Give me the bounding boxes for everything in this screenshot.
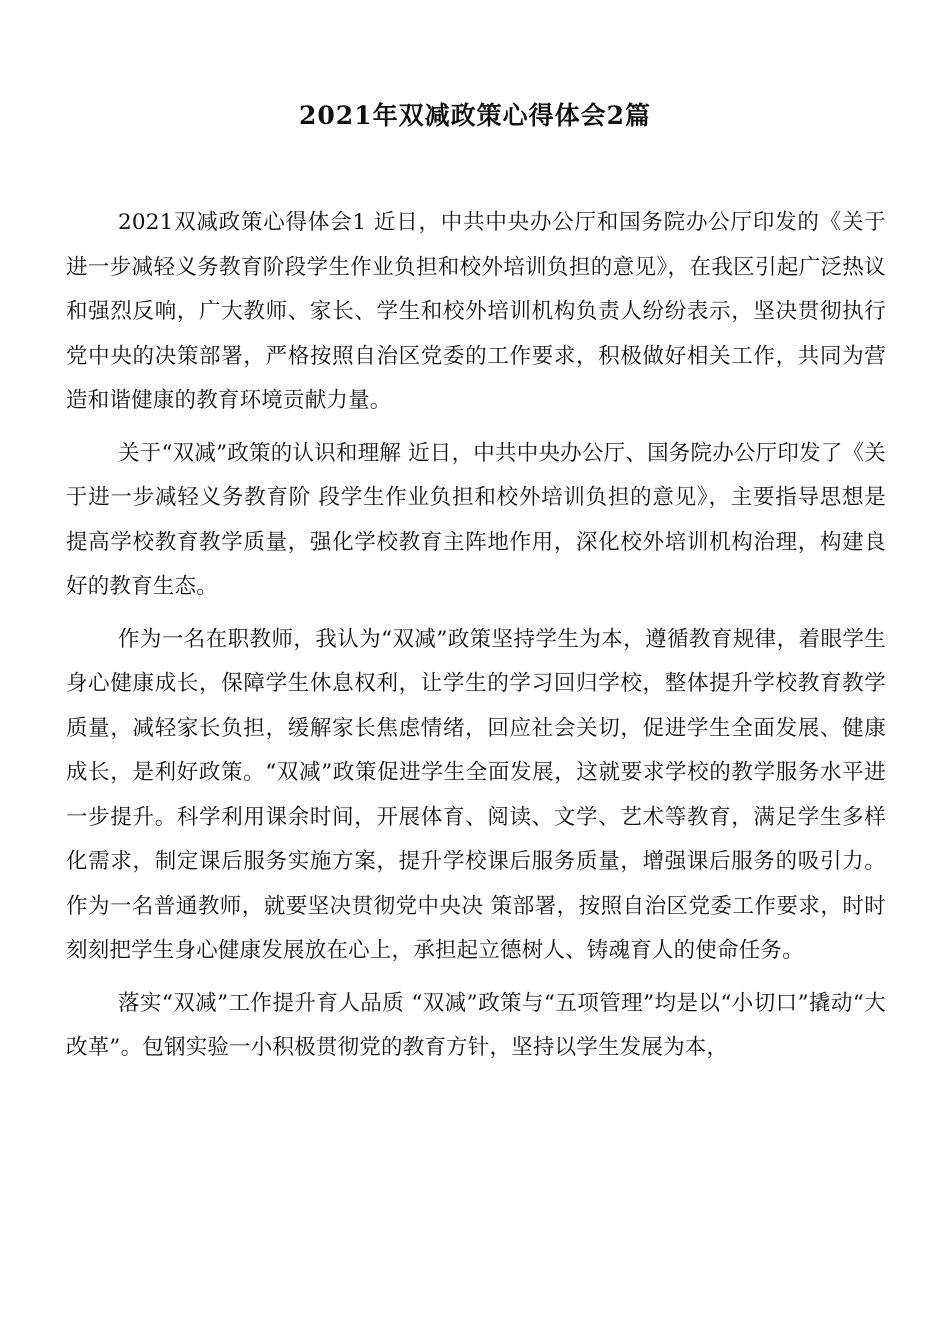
paragraph: 作为一名在职教师，我认为“双减”政策坚持学生为本，遵循教育规律，着眼学生身心健康成长，保障学生休息权利，让学生的学习回归学校，整体提升学校教育教学质量，减轻家长负担，缓解家长焦虑情绪，回应社会关切，促进学生全面发展、健康成长，是利好政策。“双减”政策促进学生全面发展，这就要求学校的教学服务水平进一步提升。科学利用课余时间，开展体育、阅读、文学、艺术等教育，满足学生多样化需求，制定课后服务实施方案，提升学校课后服务质量，增强课后服务的吸引力。作为一名普通教师，就要坚决贯彻党中央决 策部署，按照自治区党委工作要求，时时刻刻把学生身心健康发展放在心上，承担起立德树人、铸魂育人的使命任务。 [66,626,886,963]
paragraph: 2021双减政策心得体会1 近日，中共中央办公厅和国务院办公厅印发的《关于进一步减轻义务教育阶段学生作业负担和校外培训负担的意见》，在我区引起广泛热议和强烈反响，广大教师、家长、学生和校外培训机构负责人纷纷表示，坚决贯彻执行党中央的决策部署，严格按照自治区党委的工作要求，积极做好相关工作，共同为营造和谐健康的教育环境贡献力量。 [66,210,886,413]
document-body [66,201,886,1071]
paragraph: 落实“双减”工作提升育人品质 “双减”政策与“五项管理”均是以“小切口”撬动“大改革”。包钢实验一小积极贯彻党的教育方针，坚持以学生发展为本， [66,990,886,1060]
document-title: 2021年双减政策心得体会2篇 [299,101,651,130]
paragraph: 关于“双减”政策的认识和理解 近日，中共中央办公厅、国务院办公厅印发了《关于进一步减轻义务教育阶 段学生作业负担和校外培训负担的意见》，主要指导思想是提高学校教育教学质量，强化学校教育主阵地作用，深化校外培训机构治理，构建良好的教育生态。 [66,440,886,599]
